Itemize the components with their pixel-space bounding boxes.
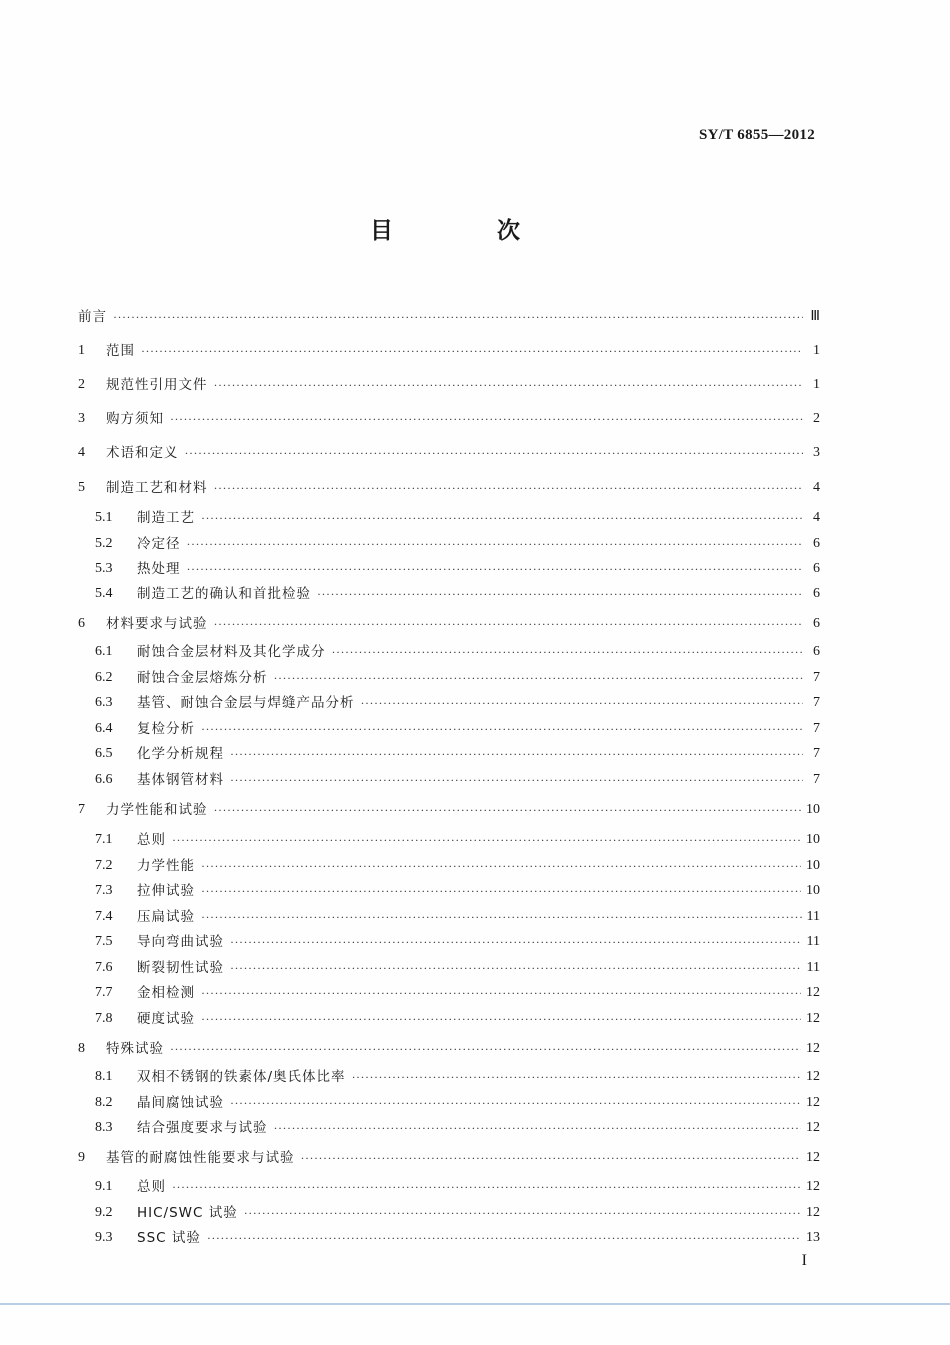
toc-dot-leader (170, 1038, 801, 1060)
toc-entry-title: 前言 (78, 309, 107, 325)
toc-entry-title: 基体钢管材料 (137, 772, 224, 788)
toc-entry-page: 10 (806, 883, 820, 898)
toc-entry-page: 12 (806, 1069, 820, 1084)
toc-entry-page: 2 (813, 411, 820, 426)
toc-entry-page: 6 (813, 644, 820, 659)
toc-entry-number: 9.1 (95, 1179, 113, 1194)
toc-entry-number: 4 (78, 445, 85, 460)
toc-entry-number: 6.2 (95, 670, 113, 685)
toc-dot-leader (230, 743, 803, 765)
toc-entry-title: 金相检测 (137, 985, 195, 1001)
toc-entry-title: 双相不锈钢的铁素体/奥氏体比率 (137, 1069, 346, 1085)
toc-entry[interactable] (78, 408, 820, 430)
toc-dot-leader (201, 1008, 801, 1030)
toc-dot-leader (201, 982, 801, 1004)
toc-dot-leader (187, 558, 804, 580)
toc-entry-number: 7 (78, 802, 85, 817)
toc-entry-page: 4 (813, 510, 820, 525)
toc-entry-page: 12 (806, 1150, 820, 1165)
toc-entry[interactable] (95, 906, 820, 928)
toc-dot-leader (172, 1176, 801, 1198)
toc-entry-title: HIC/SWC 试验 (137, 1205, 238, 1221)
toc-entry-title: 制造工艺和材料 (106, 480, 208, 496)
toc-entry-title: 热处理 (137, 561, 181, 577)
toc-entry[interactable] (95, 583, 820, 605)
toc-entry-title: 总则 (137, 832, 166, 848)
toc-entry[interactable] (95, 533, 820, 555)
toc-entry-page: 12 (806, 1011, 820, 1026)
toc-dot-leader (301, 1147, 802, 1169)
toc-entry[interactable] (78, 306, 820, 328)
toc-entry-number: 7.5 (95, 934, 113, 949)
toc-dot-leader (332, 641, 804, 663)
toc-dot-leader (230, 931, 802, 953)
toc-entry[interactable] (95, 769, 820, 791)
toc-entry[interactable] (95, 982, 820, 1004)
toc-entry-title: 材料要求与试验 (106, 616, 208, 632)
toc-entry[interactable] (78, 613, 820, 635)
page-title: 目 次 (369, 218, 568, 244)
toc-entry-number: 6.4 (95, 721, 113, 736)
toc-entry-page: 12 (806, 1205, 820, 1220)
toc-entry-page: 7 (813, 721, 820, 736)
toc-entry-number: 7.6 (95, 960, 113, 975)
toc-dot-leader (317, 583, 803, 605)
toc-entry-page: 6 (813, 616, 820, 631)
toc-entry[interactable] (95, 957, 820, 979)
toc-entry-number: 5.2 (95, 536, 113, 551)
toc-entry[interactable] (95, 1008, 820, 1030)
page-edge-line (0, 1303, 950, 1305)
toc-entry[interactable] (95, 507, 820, 529)
toc-entry[interactable] (78, 799, 820, 821)
toc-dot-leader (207, 1227, 801, 1249)
toc-entry-page: 12 (806, 1179, 820, 1194)
toc-dot-leader (201, 718, 803, 740)
toc-entry[interactable] (78, 374, 820, 396)
toc-entry-title: SSC 试验 (137, 1230, 201, 1246)
toc-entry-number: 7.7 (95, 985, 113, 1000)
toc-dot-leader (172, 829, 801, 851)
toc-entry-page: 7 (813, 772, 820, 787)
toc-entry-number: 5.1 (95, 510, 113, 525)
toc-dot-leader (230, 1092, 801, 1114)
toc-entry-title: 购方须知 (106, 411, 164, 427)
toc-entry-page: 6 (813, 561, 820, 576)
toc-entry-page: 4 (813, 480, 820, 495)
toc-entry-page: 1 (813, 377, 820, 392)
toc-entry-title: 特殊试验 (106, 1041, 164, 1057)
toc-entry-number: 9.3 (95, 1230, 113, 1245)
toc-entry-page: 12 (806, 1041, 820, 1056)
toc-entry-number: 5 (78, 480, 85, 495)
toc-entry-page: 12 (806, 1120, 820, 1135)
toc-entry-page: 10 (806, 802, 820, 817)
toc-entry-number: 8.2 (95, 1095, 113, 1110)
toc-entry-title: 总则 (137, 1179, 166, 1195)
toc-entry-number: 8 (78, 1041, 85, 1056)
toc-dot-leader (187, 533, 804, 555)
page-number: I (801, 1252, 807, 1269)
toc-entry-number: 8.1 (95, 1069, 113, 1084)
toc-entry[interactable] (95, 1227, 820, 1249)
toc-entry[interactable] (95, 1117, 820, 1139)
toc-entry-number: 7.1 (95, 832, 113, 847)
toc-dot-leader (214, 477, 804, 499)
toc-entry-title: 结合强度要求与试验 (137, 1120, 268, 1136)
toc-entry-page: Ⅲ (810, 309, 820, 324)
toc-entry-number: 5.4 (95, 586, 113, 601)
toc-entry-page: 12 (806, 985, 820, 1000)
toc-dot-leader (274, 1117, 802, 1139)
toc-entry-title: 化学分析规程 (137, 746, 224, 762)
toc-entry-number: 1 (78, 343, 85, 358)
toc-entry-number: 9.2 (95, 1205, 113, 1220)
toc-entry[interactable] (78, 1038, 820, 1060)
toc-entry-number: 6 (78, 616, 85, 631)
toc-dot-leader (230, 769, 803, 791)
toc-entry-title: 术语和定义 (106, 445, 179, 461)
toc-entry-page: 11 (806, 960, 820, 975)
toc-entry-number: 8.3 (95, 1120, 113, 1135)
toc-entry-title: 断裂韧性试验 (137, 960, 224, 976)
toc-entry-page: 10 (806, 858, 820, 873)
toc-dot-leader (352, 1066, 801, 1088)
toc-dot-leader (201, 855, 801, 877)
toc-entry-number: 6.3 (95, 695, 113, 710)
toc-entry[interactable] (95, 743, 820, 765)
toc-entry[interactable] (95, 829, 820, 851)
standard-code: SY/T 6855—2012 (698, 127, 815, 143)
toc-entry[interactable] (78, 477, 820, 499)
toc-dot-leader (230, 957, 802, 979)
toc-entry-title: 压扁试验 (137, 909, 195, 925)
toc-entry-page: 11 (806, 934, 820, 949)
toc-entry-page: 12 (806, 1095, 820, 1110)
toc-entry-title: 力学性能和试验 (106, 802, 208, 818)
toc-entry[interactable] (78, 340, 820, 362)
toc-entry-title: 范围 (106, 343, 135, 359)
toc-entry-title: 晶间腐蚀试验 (137, 1095, 224, 1111)
toc-entry-number: 7.2 (95, 858, 113, 873)
toc-entry-title: 基管、耐蚀合金层与焊缝产品分析 (137, 695, 355, 711)
toc-entry-page: 7 (813, 670, 820, 685)
toc-dot-leader (274, 667, 804, 689)
toc-entry[interactable] (95, 1066, 820, 1088)
toc-entry-page: 7 (813, 695, 820, 710)
toc-dot-leader (170, 408, 803, 430)
toc-dot-leader (141, 340, 803, 362)
toc-entry-number: 6.1 (95, 644, 113, 659)
toc-entry-page: 1 (813, 343, 820, 358)
toc-entry-title: 耐蚀合金层材料及其化学成分 (137, 644, 326, 660)
toc-entry-title: 制造工艺的确认和首批检验 (137, 586, 311, 602)
toc-entry[interactable] (95, 692, 820, 714)
toc-entry-number: 5.3 (95, 561, 113, 576)
toc-dot-leader (214, 613, 804, 635)
toc-dot-leader (214, 799, 802, 821)
toc-entry-number: 7.4 (95, 909, 113, 924)
toc-entry-number: 3 (78, 411, 85, 426)
toc-entry-title: 制造工艺 (137, 510, 195, 526)
toc-entry-title: 复检分析 (137, 721, 195, 737)
toc-entry-page: 3 (813, 445, 820, 460)
toc-dot-leader (113, 306, 803, 328)
toc-entry-title: 拉伸试验 (137, 883, 195, 899)
toc-entry-number: 2 (78, 377, 85, 392)
toc-entry-page: 11 (806, 909, 820, 924)
toc-entry[interactable] (95, 558, 820, 580)
toc-dot-leader (201, 880, 801, 902)
toc-entry-title: 力学性能 (137, 858, 195, 874)
toc-entry-number: 7.8 (95, 1011, 113, 1026)
toc-entry-title: 导向弯曲试验 (137, 934, 224, 950)
toc-entry-page: 6 (813, 586, 820, 601)
toc-entry[interactable] (95, 931, 820, 953)
toc-entry[interactable] (78, 1147, 820, 1169)
toc-entry[interactable] (95, 667, 820, 689)
toc-entry[interactable] (78, 442, 820, 464)
toc-entry-number: 9 (78, 1150, 85, 1165)
toc-entry[interactable] (95, 641, 820, 663)
toc-entry-title: 耐蚀合金层熔炼分析 (137, 670, 268, 686)
toc-entry-page: 7 (813, 746, 820, 761)
toc-entry-number: 7.3 (95, 883, 113, 898)
toc-entry[interactable] (95, 1092, 820, 1114)
toc-dot-leader (214, 374, 804, 396)
toc-entry-page: 13 (806, 1230, 820, 1245)
toc-entry[interactable] (95, 1202, 820, 1224)
toc-entry-title: 硬度试验 (137, 1011, 195, 1027)
toc-entry-page: 6 (813, 536, 820, 551)
toc-entry[interactable] (95, 718, 820, 740)
toc-dot-leader (185, 442, 804, 464)
toc-entry[interactable] (95, 855, 820, 877)
toc-dot-leader (201, 507, 803, 529)
toc-entry[interactable] (95, 880, 820, 902)
toc-entry-title: 冷定径 (137, 536, 181, 552)
toc-dot-leader (244, 1202, 801, 1224)
toc-entry-page: 10 (806, 832, 820, 847)
toc-dot-leader (361, 692, 804, 714)
toc-entry-title: 规范性引用文件 (106, 377, 208, 393)
toc-entry-title: 基管的耐腐蚀性能要求与试验 (106, 1150, 295, 1166)
toc-dot-leader (201, 906, 802, 928)
toc-entry-number: 6.6 (95, 772, 113, 787)
toc-entry[interactable] (95, 1176, 820, 1198)
toc-entry-number: 6.5 (95, 746, 113, 761)
